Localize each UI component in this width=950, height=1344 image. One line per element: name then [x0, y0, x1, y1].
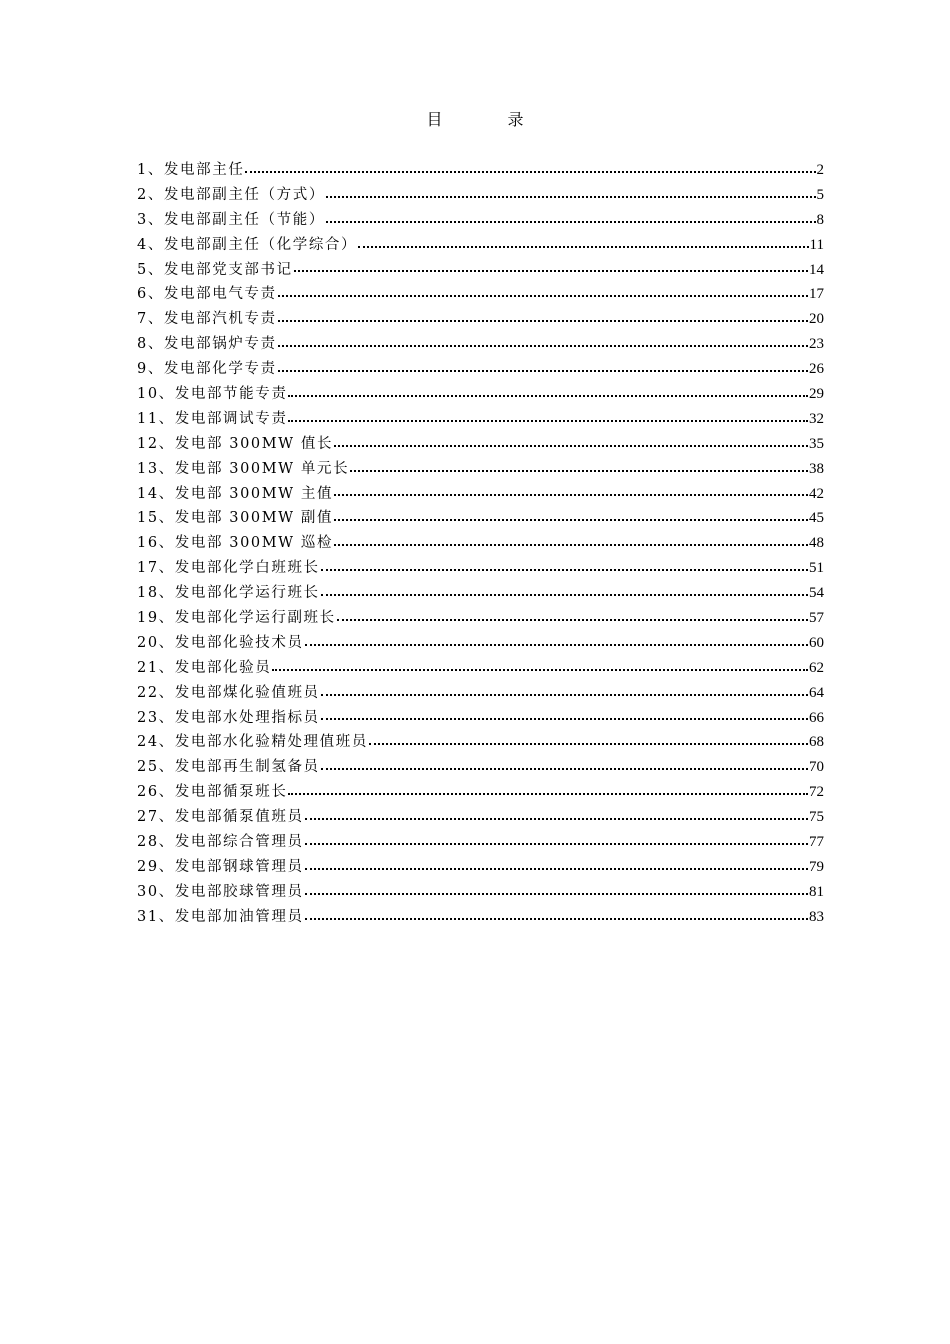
toc-title: 目 录: [426, 110, 554, 129]
toc-entry-label: 2、发电部副主任（方式）: [137, 186, 325, 203]
toc-entry[interactable]: [137, 581, 824, 606]
toc-entry-page-number: 70: [809, 759, 824, 776]
toc-entry-label: 27、发电部循泵值班员: [137, 809, 304, 826]
dot-leader: [321, 718, 808, 720]
toc-entry-label: 26、发电部循泵班长: [137, 784, 288, 801]
dot-leader: [321, 768, 808, 770]
toc-entry-label: 7、发电部汽机专责: [137, 311, 277, 328]
toc-entry-page-number: 60: [809, 634, 824, 651]
toc-entry-label: 10、发电部节能专责: [137, 386, 288, 403]
toc-entry-page-number: 32: [809, 410, 824, 427]
toc-entry-page-number: 51: [809, 560, 824, 577]
toc-entry-label: 20、发电部化验技术员: [137, 634, 304, 651]
dot-leader: [305, 893, 808, 895]
toc-entry[interactable]: [137, 482, 824, 507]
dot-leader: [326, 221, 816, 223]
toc-entry-label: 8、发电部锅炉专责: [137, 336, 277, 353]
toc-entry-page-number: 38: [809, 460, 824, 477]
toc-entry[interactable]: [137, 531, 824, 556]
toc-entry[interactable]: [137, 855, 824, 880]
toc-entry-label: 4、发电部副主任（化学综合）: [137, 236, 358, 253]
toc-entry-label: 3、发电部副主任（节能）: [137, 211, 325, 228]
toc-entry-label: 18、发电部化学运行班长: [137, 585, 320, 602]
toc-entry-label: 11、发电部调试专责: [137, 410, 288, 427]
toc-entry-page-number: 79: [809, 858, 824, 875]
toc-entry-page-number: 72: [809, 784, 824, 801]
toc-entry-page-number: 42: [809, 485, 824, 502]
dot-leader: [334, 544, 808, 546]
toc-entry-page-number: 83: [809, 908, 824, 925]
toc-entry-page-number: 62: [809, 659, 824, 676]
toc-entry-page-number: 66: [809, 709, 824, 726]
toc-entry-label: 12、发电部 300MW 值长: [137, 435, 334, 452]
dot-leader: [288, 793, 808, 795]
toc-entry[interactable]: [137, 780, 824, 805]
dot-leader: [334, 519, 808, 521]
dot-leader: [369, 743, 808, 745]
toc-entry-label: 5、发电部党支部书记: [137, 261, 293, 278]
dot-leader: [334, 445, 808, 447]
dot-leader: [278, 320, 808, 322]
toc-entry-label: 29、发电部钢球管理员: [137, 858, 304, 875]
toc-entry[interactable]: [137, 208, 824, 233]
toc-entry-label: 16、发电部 300MW 巡检: [137, 535, 334, 552]
toc-entry[interactable]: [137, 880, 824, 905]
toc-entry-page-number: 29: [809, 386, 824, 403]
dot-leader: [321, 569, 808, 571]
toc-entry-label: 31、发电部加油管理员: [137, 908, 304, 925]
toc-entry-label: 21、发电部化验员: [137, 659, 272, 676]
table-of-contents: [137, 158, 824, 930]
toc-entry-label: 30、发电部胶球管理员: [137, 883, 304, 900]
dot-leader: [321, 594, 808, 596]
dot-leader: [288, 420, 808, 422]
toc-entry-page-number: 5: [816, 186, 824, 203]
toc-entry-label: 22、发电部煤化验值班员: [137, 684, 320, 701]
dot-leader: [288, 395, 808, 397]
dot-leader: [278, 370, 808, 372]
dot-leader: [337, 619, 808, 621]
dot-leader: [350, 470, 808, 472]
toc-entry[interactable]: [137, 631, 824, 656]
toc-entry-page-number: 64: [809, 684, 824, 701]
dot-leader: [305, 644, 808, 646]
dot-leader: [305, 868, 808, 870]
toc-entry-page-number: 2: [816, 162, 824, 178]
toc-entry-page-number: 57: [809, 610, 824, 627]
toc-entry[interactable]: [137, 805, 824, 830]
toc-entry[interactable]: [137, 656, 824, 681]
dot-leader: [358, 246, 808, 248]
toc-entry[interactable]: [137, 332, 824, 357]
toc-entry-page-number: 68: [809, 734, 824, 751]
toc-entry-page-number: 26: [809, 361, 824, 378]
toc-entry[interactable]: [137, 183, 824, 208]
toc-entry-label: 17、发电部化学白班班长: [137, 560, 320, 577]
toc-entry-page-number: 23: [809, 336, 824, 353]
toc-entry-label: 23、发电部水处理指标员: [137, 709, 320, 726]
toc-entry[interactable]: [137, 357, 824, 382]
toc-entry-page-number: 45: [809, 510, 824, 527]
dot-leader: [334, 494, 808, 496]
dot-leader: [245, 171, 815, 173]
toc-entry-page-number: 75: [809, 809, 824, 826]
dot-leader: [278, 295, 808, 297]
toc-entry[interactable]: [137, 282, 824, 307]
toc-entry[interactable]: [137, 432, 824, 457]
toc-entry-label: 1、发电部主任: [137, 162, 245, 178]
dot-leader: [305, 818, 808, 820]
toc-entry-label: 6、发电部电气专责: [137, 286, 277, 303]
toc-entry-page-number: 54: [809, 585, 824, 602]
dot-leader: [305, 843, 808, 845]
toc-entry-label: 14、发电部 300MW 主值: [137, 485, 334, 502]
toc-entry-label: 15、发电部 300MW 副值: [137, 510, 334, 527]
toc-entry[interactable]: [137, 233, 824, 258]
toc-entry[interactable]: [137, 258, 824, 283]
dot-leader: [321, 694, 808, 696]
toc-entry-page-number: 81: [809, 883, 824, 900]
toc-entry-label: 24、发电部水化验精处理值班员: [137, 734, 368, 751]
toc-entry[interactable]: [137, 905, 824, 930]
dot-leader: [305, 918, 808, 920]
toc-entry[interactable]: [137, 706, 824, 731]
dot-leader: [326, 196, 816, 198]
toc-entry[interactable]: [137, 681, 824, 706]
toc-entry[interactable]: [137, 755, 824, 780]
toc-entry-page-number: 35: [809, 435, 824, 452]
toc-entry-page-number: 77: [809, 834, 824, 851]
toc-entry-label: 9、发电部化学专责: [137, 361, 277, 378]
toc-entry-page-number: 14: [809, 261, 824, 278]
toc-entry[interactable]: [137, 158, 824, 183]
toc-entry[interactable]: [137, 506, 824, 531]
toc-entry-page-number: 17: [809, 286, 824, 303]
toc-entry-label: 19、发电部化学运行副班长: [137, 610, 336, 627]
toc-entry-label: 28、发电部综合管理员: [137, 834, 304, 851]
toc-entry[interactable]: [137, 606, 824, 631]
toc-entry[interactable]: [137, 556, 824, 581]
toc-entry-label: 25、发电部再生制氢备员: [137, 759, 320, 776]
toc-entry[interactable]: [137, 407, 824, 432]
toc-entry-page-number: 11: [809, 236, 824, 253]
toc-entry-page-number: 20: [809, 311, 824, 328]
toc-entry[interactable]: [137, 457, 824, 482]
toc-entry[interactable]: [137, 730, 824, 755]
toc-entry[interactable]: [137, 382, 824, 407]
toc-entry[interactable]: [137, 307, 824, 332]
toc-entry-label: 13、发电部 300MW 单元长: [137, 460, 350, 477]
toc-entry[interactable]: [137, 830, 824, 855]
dot-leader: [278, 345, 808, 347]
dot-leader: [272, 669, 808, 671]
dot-leader: [294, 270, 808, 272]
toc-entry-page-number: 8: [816, 211, 824, 228]
toc-entry-page-number: 48: [809, 535, 824, 552]
